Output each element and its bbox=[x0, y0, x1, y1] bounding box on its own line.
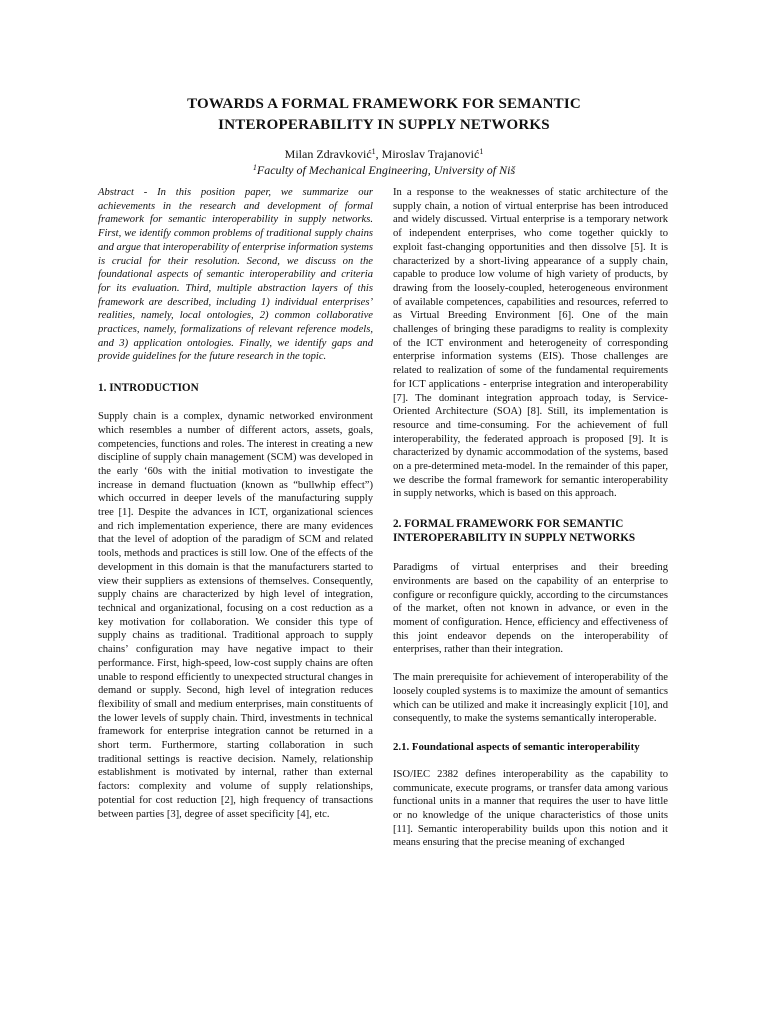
virtual-enterprise-paragraph: In a response to the weaknesses of static architecture of the supply chain, a notion of virtual enterprise has been introduced and widely discussed. Virtual enterprise is a temporary network of independent enterprises, who come together quickly to exploit fast-changing opportunities and then dissolve [5]. It is characterized by a short-living appearance of a supply chain, capable to produce low volume of high variety of products, by drawing from the loosely-coupled, heterogeneous environment of available competences, capabilities and resources, referred to as Virtual Breeding Environment [6]. One of the main challenges of bringing these paradigms to reality is complexity of the ICT environment and heterogeneity of corresponding enterprise information systems (EIS). Those challenges are related to realization of some of the fundamental requirements for ICT applications - enterprise integration and interoperability [7]. The dominant integration approach today, is Service-Oriented Architecture (SOA) [8]. Still, its implementation is resource and time-consuming. For the achievement of full interoperability, the federated approach is proposed [9]. It is characterized by dynamic accommodation of the systems, based on a pre-determined meta-model. In the remainder of this paper, we describe the formal framework for semantic interoperability in supply networks, which is based on this approach. bbox=[393, 187, 668, 500]
author-separator: , bbox=[375, 147, 382, 161]
title-line-1: TOWARDS A FORMAL FRAMEWORK FOR SEMANTIC bbox=[187, 96, 581, 112]
section-heading-formal-framework bbox=[393, 517, 668, 545]
introduction-paragraph: Supply chain is a complex, dynamic networked environment which resembles a number of different actors, assets, goals, competencies, functions and roles. The interest in creating a new discipline of supply chain management (SCM) was developed in the early ‘60s with the initial motivation to investigate the increase in demand fluctuation (known as “bullwhip effect”) which occurred in deeper levels of the manufacturing supply tree [1]. Despite the advances in ICT, organizational sciences and rich implementation experience, there are many evidences that the level of adoption of the paradigm of SCM and related tools, methods and practices is still low. One of the effects of the development in this domain is that the manufacturers started to view their suppliers as extensions of themselves. Consequently, supply chains are characterized by high level of integration, technical and organizational, focusing on a cost reduction as a key motivation for collaboration. We consider this type of supply chains as traditional. Traditional approach to supply chains’ configuration may have negative impact to their performance. First, high-speed, low-cost supply chains are often unable to respond efficiently to unexpected structural changes in demand or supply. Second, high level of integration reduces flexibility of small and medium enterprises, main constituents of the lower levels of supply chain. Third, investments in technical framework for enterprise integration cannot be returned in a short term. Furthermore, starting collaboration in such traditional settings is reactive decision. Namely, relationship establishment is motivated by internal, rather than external factors: complexity and volume of supply relationships, potential for cost reduction [2], high frequency of transactions between parties [3], degree of asset specificity [4], etc. bbox=[98, 411, 373, 820]
authors bbox=[0, 146, 768, 162]
left-column bbox=[98, 186, 373, 821]
affiliation bbox=[0, 162, 768, 178]
affiliation-text: Faculty of Mechanical Engineering, University of Niš bbox=[256, 163, 516, 177]
title-line-2: INTEROPERABILITY IN SUPPLY NETWORKS bbox=[218, 117, 550, 133]
prerequisite-paragraph: The main prerequisite for achievement of interoperability of the loosely coupled systems is to maximize the amount of semantics which can be utilized and make it increasingly explicit [10], and consequently, to make the systems semantically interoperable. bbox=[393, 672, 668, 725]
subsection-heading-foundational-aspects: 2.1. Foundational aspects of semantic interoperability bbox=[393, 740, 640, 753]
iso-definition-paragraph: ISO/IEC 2382 defines interoperability as the capability to communicate, execute programs, or transfer data among various functional units in a manner that requires the user to have little or no knowledge of the unique characteristics of those units [11]. Semantic interoperability builds upon this notion and it means ensuring that the precise meaning of exchanged bbox=[393, 768, 668, 849]
author-1: Milan Zdravković bbox=[284, 147, 372, 161]
affiliation-mark: 1 bbox=[252, 163, 257, 172]
author-2: Miroslav Trajanović bbox=[381, 147, 480, 161]
author-2-affiliation-mark: 1 bbox=[479, 147, 484, 156]
author-1-affiliation-mark: 1 bbox=[371, 147, 376, 156]
paper-title bbox=[0, 94, 768, 136]
right-column bbox=[393, 186, 668, 850]
section-heading-introduction: 1. INTRODUCTION bbox=[98, 382, 199, 395]
abstract: Abstract - In this position paper, we summarize our achievements in the research and development of formal framework for semantic interoperability in supply networks. First, we identify common problems of traditional supply chains and argue that interoperability of enterprise information systems is crucial for their resolution. Second, we discuss on the foundational aspects of semantic interoperability and criteria for its evaluation. Third, multiple abstraction layers of this framework are described, including 1) individual enterprises’ realities, namely, local ontologies, 2) common collaborative practices, namely, formalizations of relevant reference models, and 3) application ontologies. Finally, we identify gaps and provide guidelines for the future research in the topic. bbox=[98, 187, 373, 363]
section-heading-line-2: INTEROPERABILITY IN SUPPLY NETWORKS bbox=[393, 532, 636, 545]
section-heading-line-1: 2. FORMAL FRAMEWORK FOR SEMANTIC bbox=[393, 518, 624, 531]
paradigms-paragraph: Paradigms of virtual enterprises and their breeding environments are based on the capability of an enterprise to configure or reconfigure quickly, according to the circumstances of the market, often not known in advance, or even in the moment of configuration. Hence, efficiency and effectiveness of this joint endeavor depends on the interoperability of enterprises, rather than their integration. bbox=[393, 562, 668, 656]
